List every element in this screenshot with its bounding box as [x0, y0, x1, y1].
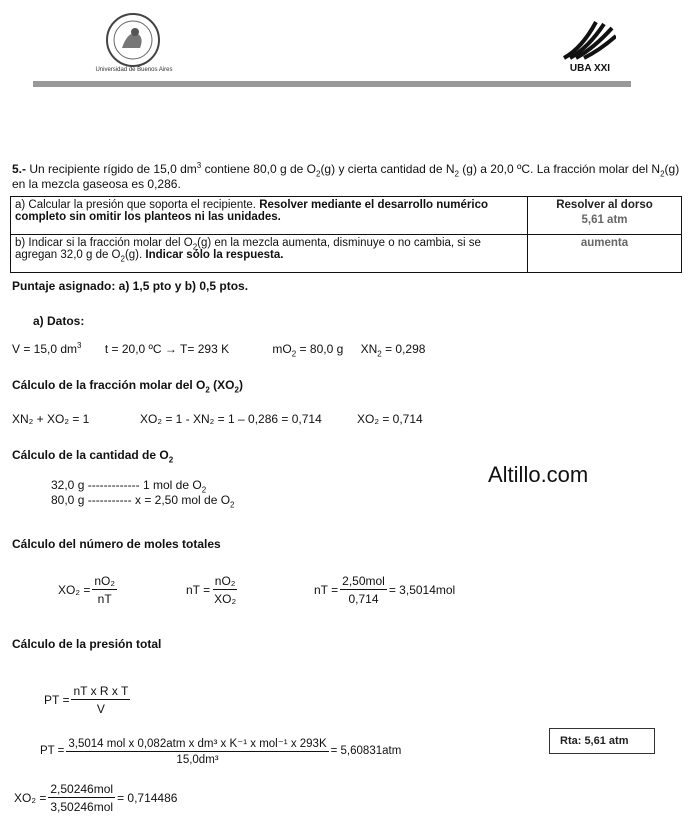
- uba-xxi-logo: [562, 18, 616, 62]
- cantidad-line2: 80,0 g ----------- x = 2,50 mol de $O_2$: [51, 493, 235, 510]
- section-title-fraccion: Cálculo de la fracción molar del $O_2$ $(XO_2)$: [12, 378, 243, 395]
- answer-a-cell: [528, 197, 682, 235]
- fraccion-eq3: XO₂ = 0,714: [357, 412, 423, 426]
- answer-b-value: aumenta: [580, 237, 629, 249]
- formula-presion-numerica: PT = $\frac{\text{3,5014 mol x 0,082atm x dm³ x K⁻¹ x mol⁻¹ x 293K}}{\text{15,0dm³}}$ = 5,60831atm: [40, 738, 402, 766]
- uba-seal-logo: [98, 12, 168, 68]
- answer-b-cell: [528, 235, 682, 273]
- uba-seal-caption: Universidad de Buenos Aires: [95, 67, 173, 73]
- datos-line: V = 15,0 $dm^3$ t = 20,0 ºC → T= 293 K $mO_2 = 80,0$ g $XN_2 = 0,298$: [12, 341, 426, 359]
- formula-moles-totales: nT = $\frac{\text{nO₂}}{\text{XO₂}}$: [186, 574, 237, 606]
- answer-a-value: 5,61 atm: [581, 214, 628, 226]
- header-divider: [33, 81, 631, 87]
- question-a-cell: a) Calcular la presión que soporta el recipiente. Resolver mediante el desarrollo numérico completo sin omitir los planteos ni las unidades.: [11, 197, 528, 235]
- rta-box: Rta: 5,61 atm: [549, 728, 655, 754]
- watermark: Altillo.com: [488, 462, 589, 487]
- problem-number: 5.-: [12, 162, 27, 176]
- section-title-presion: Cálculo de la presión total: [12, 637, 162, 651]
- score-text: Puntaje asignado: a) 1,5 pto y b) 0,5 ptos.: [12, 279, 249, 293]
- question-b-cell: b) Indicar si la fracción molar del $O_2(g)$ en la mezcla aumenta, disminuye o no cambia, si se agregan 32,0 g de $O_2(g)$. Indicar sólo la respuesta.: [11, 235, 528, 273]
- formula-moles-totales-numerica: nT = $\frac{\text{2,50mol}}{0,714}$ = 3,5014mol: [314, 574, 456, 606]
- section-title-cantidad: Cálculo de la cantidad de $O_2$: [12, 448, 174, 465]
- uba-xxi-logo-text: UBA XXI: [569, 63, 611, 74]
- problem-statement: 5.- Un recipiente rígido de 15,0 $dm^3$ contiene 80,0 g de $O_2(g)$ y cierta cantidad de $N_2$ (g) a 20,0 ºC. La fracción molar del $N_2(g)$ en la mezcla gaseosa es 0,286.: [12, 161, 680, 191]
- formula-fraccion-molar: XO₂ = $\frac{\text{nO₂}}{nT}$: [58, 574, 116, 606]
- fraccion-eq2: XO₂ = 1 - XN₂ = 1 – 0,286 = 0,714: [140, 412, 322, 426]
- fraccion-eq1: XN₂ + XO₂ = 1: [12, 412, 90, 426]
- table-row: [11, 235, 682, 273]
- table-row: [11, 197, 682, 235]
- cantidad-line1: 32,0 g ------------- 1 mol de $O_2$: [51, 478, 207, 495]
- question-table: [10, 196, 682, 273]
- datos-heading: a) Datos:: [33, 314, 85, 328]
- formula-fraccion-final: XO₂ = $\frac{\text{2,50246mol}}{\text{3,50246mol}}$ = 0,714486: [14, 782, 178, 814]
- formula-presion: PT = $\frac{\text{nT x R x T}}{V}$: [44, 684, 129, 716]
- answer-a-label: Resolver al dorso: [556, 199, 653, 211]
- section-title-moles: Cálculo del número de moles totales: [12, 537, 221, 551]
